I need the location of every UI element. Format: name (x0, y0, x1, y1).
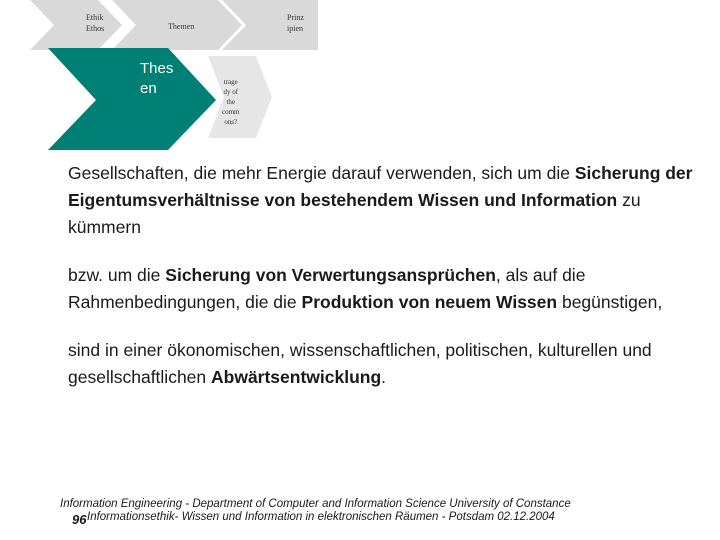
page-number: 96 (72, 512, 87, 527)
bold-run-1: Sicherung der Eigentumsverhältnisse von bestehendem Wissen und Information (68, 163, 693, 210)
nav-label-ethik[interactable]: Ethik Ethos (86, 13, 105, 33)
navigation-chevron-graphic (0, 0, 720, 160)
footer-line-department: Information Engineering - Department of Computer and Information Science University of Constance (60, 498, 571, 510)
bold-run-1: Sicherung von Verwertungsansprüchen (165, 265, 496, 285)
nav-chevron-thesen-active[interactable] (48, 48, 216, 150)
text-run-2: , als auf die Rahmenbedingungen, die die (68, 265, 586, 312)
nav-label-themen[interactable]: Themen (168, 22, 195, 31)
paragraph-abwaertsentwicklung (68, 337, 698, 391)
text-run-0: Gesellschaften, die mehr Energie darauf verwenden, sich um die (68, 163, 575, 183)
paragraph-gesellschaften (68, 160, 698, 241)
nav-label-tragedy[interactable]: trage dy of the comm ons? (222, 78, 240, 126)
text-run-0: sind in einer ökonomischen, wissenschaftlichen, politischen, kulturellen und gesellschaftlichen (68, 340, 652, 387)
text-run-0: bzw. um die (68, 265, 166, 285)
bold-run-1: Abwärtsentwicklung (211, 367, 382, 387)
slide-body (68, 160, 698, 412)
nav-label-thesen[interactable]: Thes en (140, 60, 174, 97)
bold-run-3: Produktion von neuem Wissen (301, 292, 558, 312)
footer (60, 498, 700, 524)
text-run-2: zu kümmern (68, 190, 641, 237)
paragraph-verwertung (68, 262, 698, 316)
nav-chevron-ethik[interactable] (30, 0, 122, 50)
footer-line-event: Informationsethik- Wissen und Information in elektronischen Räumen - Potsdam 02.12.2004 (87, 511, 555, 523)
nav-chevron-tragedy[interactable] (208, 56, 272, 138)
nav-label-prinzipien[interactable]: Prinz ipien (287, 13, 304, 33)
text-run-2: . (381, 367, 387, 387)
text-run-4: begünstigen, (557, 292, 663, 312)
